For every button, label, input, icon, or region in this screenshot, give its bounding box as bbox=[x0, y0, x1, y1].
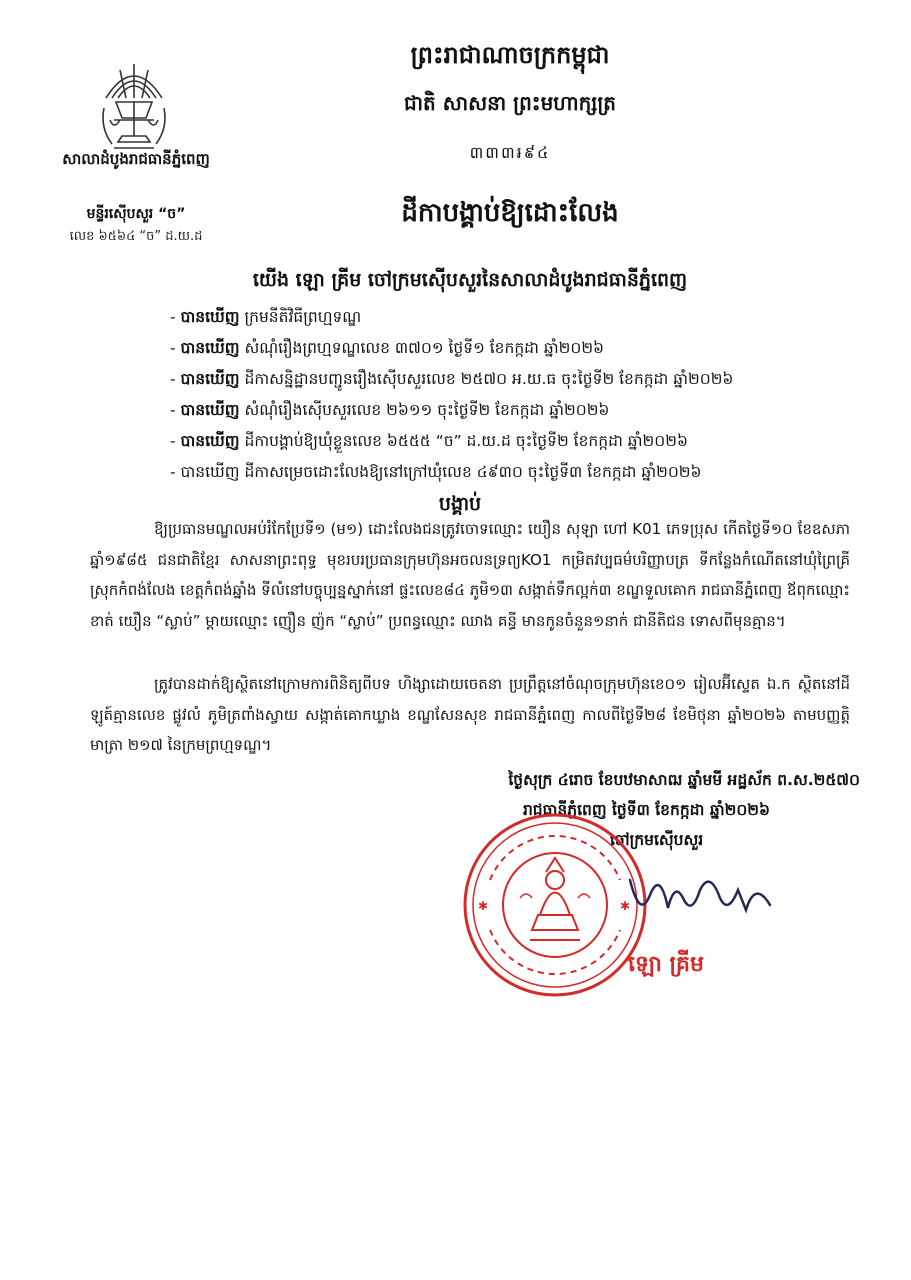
svg-text:✱: ✱ bbox=[620, 899, 631, 913]
consideration-item: - បានឃើញ ដីកាសន្និដ្ឋានបញ្ជូនរឿងស៊ើបសួរលេខ ២៥៧០ អ.យ.ធ ចុះថ្ងៃទី២ ខែកក្កដា ឆ្នាំ២០២៦ bbox=[170, 370, 734, 388]
order-heading: បង្គាប់ bbox=[438, 493, 482, 515]
signer-title: ចៅក្រមស៊ើបសួរ bbox=[610, 831, 704, 849]
order-paragraph-1: ឱ្យប្រធានមណ្ឌលអប់រំកែប្រែទី១ (ម១) ដោះលែងជនត្រូវចោទឈ្មោះ យឿន សុឡា ហៅ K01 ភេទប្រុស កើតថ្ងៃទី១០ ខែឧសភា ឆ្នាំ១៩៨៥ ជនជាតិខ្មែរ សាសនាព្រះពុទ្ធ មុខរបរប្រធានក្រុមហ៊ុនអចលនទ្រព្យKO1 កម្រិតវប្បធម៌បរិញ្ញាបត្រ ទីកន្លែងកំណើតនៅឃុំព្រៃគ្រី ស្រុកកំពង់លែង ខេត្តកំពង់ឆ្នាំង ទីលំនៅបច្ចុប្បន្នស្នាក់នៅ ផ្ទះលេខ៨៤ ភូមិ១៣ សង្កាត់ទឹកល្អក់៣ ខណ្ឌទួលគោក រាជធានីភ្នំពេញ ឪពុកឈ្មោះ ខាត់ យឿន “ស្លាប់” ម្ដាយឈ្មោះ ញឿន ញ៉ក “ស្លាប់” ប្រពន្ធឈ្មោះ ឈាង គន្ធី មានកូនចំនួន១នាក់ ជានីតិជន ទោសពីមុនគ្មាន។ bbox=[90, 520, 850, 630]
document-title: ដីកាបង្គាប់ឱ្យដោះលែង bbox=[401, 198, 619, 228]
consideration-item: - បានឃើញ ក្រមនីតិវិធីព្រហ្មទណ្ឌ bbox=[170, 308, 362, 326]
considerations-list bbox=[170, 302, 870, 488]
consideration-item: - បានឃើញ សំណុំរឿងព្រហ្មទណ្ឌលេខ ៣៧០១ ថ្ងៃទី១ ខែកក្កដា ឆ្នាំ២០២៦ bbox=[170, 339, 605, 357]
court-emblem-icon bbox=[96, 58, 172, 154]
consideration-item: - បានឃើញ ដីកាសម្រេចដោះលែងឱ្យនៅក្រៅឃុំលេខ ៤៩៣០ ចុះថ្ងៃទី៣ ខែកក្កដា ឆ្នាំ២០២៦ bbox=[170, 463, 702, 481]
svg-text:✱: ✱ bbox=[478, 899, 489, 913]
consideration-item: - បានឃើញ សំណុំរឿងស៊ើបសួរលេខ ២៦១១ ចុះថ្ងៃទី២ ខែកក្កដា ឆ្នាំ២០២៦ bbox=[170, 401, 610, 419]
order-paragraph-2: ត្រូវបានដាក់ឱ្យស្ថិតនៅក្រោមការពិនិត្យពីបទ ហិង្សាដោយចេតនា ប្រព្រឹត្តនៅចំណុចក្រុមហ៊ុនខេ០១ រៀលអ៊ីស្ទេត ឯ.ក ស្ថិតនៅដីឡូត៍គ្មានលេខ ផ្លូវលំ ភូមិត្រពាំងស្វាយ សង្កាត់គោកឃ្លាង ខណ្ឌសែនសុខ រាជធានីភ្នំពេញ កាលពីថ្ងៃទី២៨ ខែមិថុនា ឆ្នាំ២០២៦ តាមបញ្ញត្តិមាត្រា ២១៧ នៃក្រមព្រហ្មទណ្ឌ។ bbox=[90, 675, 850, 754]
judge-intro-line: យើង ឡោ គ្រីម ចៅក្រមស៊ើបសួរនៃសាលាដំបូងរាជធានីភ្នំពេញ bbox=[252, 269, 688, 291]
lunar-date: ថ្ងៃសុក្រ ៤រោច ខែបឋមាសាឍ ឆ្នាំមមី អដ្ឋស័ក ព.ស.២៥៧០ bbox=[508, 771, 860, 789]
ornament-divider: ៣៣៣៛៩៤ bbox=[469, 143, 551, 162]
signer-name: ឡោ គ្រីម bbox=[628, 952, 704, 977]
reference-number: លេខ ៦៥៦៤ “ច” ដ.យ.ដ bbox=[69, 229, 203, 244]
national-motto: ជាតិ សាសនា ព្រះមហាក្សត្រ bbox=[404, 91, 616, 115]
department-name: មន្ទីរស៊ើបសួរ “ច” bbox=[86, 206, 186, 222]
consideration-item: - បានឃើញ ដីកាបង្គាប់ឱ្យឃុំខ្លួនលេខ ៦៥៥៥ “ច” ដ.យ.ដ ចុះថ្ងៃទី២ ខែកក្កដា ឆ្នាំ២០២៦ bbox=[170, 432, 688, 450]
place-and-date: រាជធានីភ្នំពេញ ថ្ងៃទី៣ ខែកក្កដា ឆ្នាំ២០២៦ bbox=[522, 801, 770, 819]
court-name: សាលាដំបូងរាជធានីភ្នំពេញ bbox=[62, 150, 210, 168]
signature-mark bbox=[620, 860, 790, 930]
kingdom-heading: ព្រះរាជាណាចក្រកម្ពុជា bbox=[410, 41, 610, 69]
